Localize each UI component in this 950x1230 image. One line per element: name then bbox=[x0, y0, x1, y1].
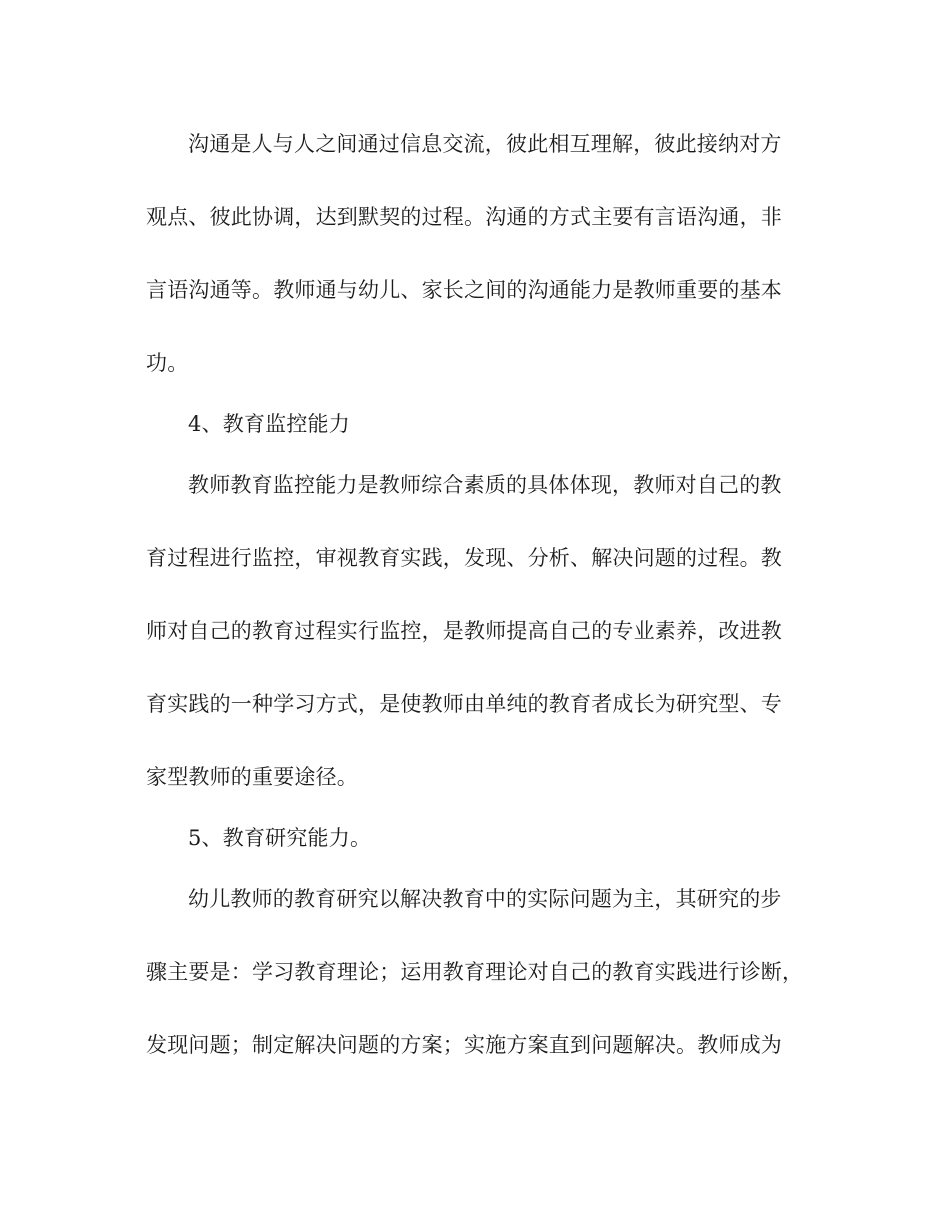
paragraph-2-line-3: 师对自己的教育过程实行监控，是教师提高自己的专业素养，改进教 bbox=[146, 619, 782, 643]
paragraph-2-line-1: 教师教育监控能力是教师综合素质的具体体现，教师对自己的教 bbox=[188, 473, 782, 497]
paragraph-3-line-3: 发现问题；制定解决问题的方案；实施方案直到问题解决。教师成为 bbox=[146, 1033, 782, 1057]
paragraph-1-line-3: 言语沟通等。教师通与幼儿、家长之间的沟通能力是教师重要的基本 bbox=[146, 278, 782, 302]
paragraph-2-line-4: 育实践的一种学习方式，是使教师由单纯的教育者成长为研究型、专 bbox=[146, 692, 782, 716]
paragraph-1-line-1: 沟通是人与人之间通过信息交流，彼此相互理解，彼此接纳对方 bbox=[188, 132, 782, 156]
section-heading-5: 5、教育研究能力。 bbox=[188, 826, 372, 850]
section-heading-4: 4、教育监控能力 bbox=[188, 412, 350, 436]
paragraph-3-line-2: 骤主要是：学习教育理论；运用教育理论对自己的教育实践进行诊断， bbox=[146, 960, 804, 984]
paragraph-2-line-5: 家型教师的重要途径。 bbox=[146, 765, 358, 789]
paragraph-1-line-4: 功。 bbox=[146, 351, 189, 375]
paragraph-3-line-1: 幼儿教师的教育研究以解决教育中的实际问题为主，其研究的步 bbox=[188, 887, 782, 911]
paragraph-1-line-2: 观点、彼此协调，达到默契的过程。沟通的方式主要有言语沟通，非 bbox=[146, 205, 782, 229]
paragraph-2-line-2: 育过程进行监控，审视教育实践，发现、分析、解决问题的过程。教 bbox=[146, 546, 782, 570]
